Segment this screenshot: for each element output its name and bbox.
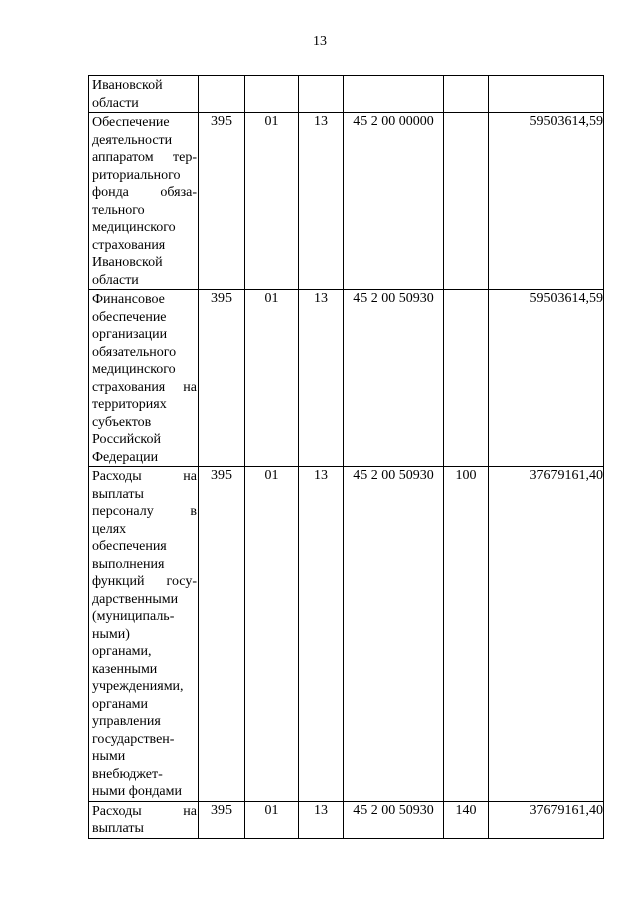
expense-name-line: страхования на <box>92 379 197 395</box>
amount-cell: 59503614,59 <box>489 113 604 290</box>
expense-name-cell <box>89 290 199 467</box>
expense-name-line: (муниципаль- <box>92 609 175 624</box>
subsection-code-cell: 13 <box>299 467 344 802</box>
expense-name-cell <box>89 76 199 113</box>
expense-name-line: риториального <box>92 167 181 183</box>
expense-type-cell <box>444 76 489 113</box>
table-row <box>89 290 604 467</box>
expense-name-line: обеспечения <box>92 539 167 554</box>
table-body <box>89 76 604 839</box>
expense-name-line: выплаты <box>92 821 144 836</box>
expense-name-cell <box>89 467 199 802</box>
subsection-code-cell: 13 <box>299 290 344 467</box>
expense-name-line: учреждениями, <box>92 679 184 694</box>
expense-name-line: внебюджет- <box>92 766 163 782</box>
expense-name-line: организации <box>92 327 168 342</box>
target-article-cell: 45 2 00 00000 <box>344 113 444 290</box>
expense-name-line: дарственными <box>92 591 179 607</box>
expense-name-line: субъектов <box>92 414 152 430</box>
expense-name-line: государствен- <box>92 731 175 747</box>
expense-name-line: функций госу- <box>92 574 197 589</box>
expense-name-line: персоналу в <box>92 504 197 519</box>
expense-name-line: выполнения <box>92 556 165 572</box>
expense-name-cell <box>89 113 199 290</box>
table-row <box>89 76 604 113</box>
expense-type-cell <box>444 113 489 290</box>
subsection-code-cell: 13 <box>299 113 344 290</box>
table-row <box>89 801 604 838</box>
expense-name-line: обязательного <box>92 344 177 360</box>
table-row <box>89 467 604 802</box>
expense-name-line: ными) <box>92 626 130 642</box>
section-code-cell: 01 <box>245 467 299 802</box>
table-row <box>89 113 604 290</box>
grbs-code-cell <box>199 76 245 113</box>
expense-name-line: Финансовое <box>92 292 165 307</box>
expense-type-cell: 140 <box>444 801 489 838</box>
subsection-code-cell: 13 <box>299 801 344 838</box>
expense-name-line: обеспечение <box>92 309 167 325</box>
expense-name-line: деятельности <box>92 132 173 148</box>
expense-name-line: органами, <box>92 644 152 659</box>
target-article-cell: 45 2 00 50930 <box>344 290 444 467</box>
grbs-code-cell: 395 <box>199 467 245 802</box>
expense-name-line: Расходы на <box>92 469 197 484</box>
expense-name-line: аппаратом тер- <box>92 150 197 165</box>
target-article-cell: 45 2 00 50930 <box>344 801 444 838</box>
expense-name-line: фонда обяза- <box>92 185 197 200</box>
expense-type-cell <box>444 290 489 467</box>
section-code-cell: 01 <box>245 290 299 467</box>
expense-name-line: целях <box>92 521 127 537</box>
section-code-cell: 01 <box>245 113 299 290</box>
target-article-cell: 45 2 00 50930 <box>344 467 444 802</box>
target-article-cell <box>344 76 444 113</box>
page-number: 13 <box>313 34 327 49</box>
amount-cell: 59503614,59 <box>489 290 604 467</box>
expense-type-cell: 100 <box>444 467 489 802</box>
expense-name-line: ными фондами <box>92 784 183 799</box>
expense-name-line: управления <box>92 714 161 729</box>
grbs-code-cell: 395 <box>199 801 245 838</box>
expense-name-line: Федерации <box>92 449 159 465</box>
expense-name-line: территориях <box>92 397 167 412</box>
expense-name-line: выплаты <box>92 486 144 502</box>
expense-name-line: казенными <box>92 661 158 677</box>
expense-name-line: Российской <box>92 432 161 447</box>
expense-name-line: органами <box>92 696 149 712</box>
expense-name-line: области <box>92 272 139 288</box>
grbs-code-cell: 395 <box>199 290 245 467</box>
expense-name-cell <box>89 801 199 838</box>
expense-name-line: медицинского <box>92 220 176 235</box>
expense-name-line: ными <box>92 749 126 764</box>
expense-name-line: области <box>92 95 139 111</box>
expense-name-line: страхования <box>92 237 166 253</box>
expense-name-line: тельного <box>92 202 145 218</box>
section-code-cell: 01 <box>245 801 299 838</box>
expense-name-line: Расходы на <box>92 803 197 819</box>
amount-cell: 37679161,40 <box>489 467 604 802</box>
expense-name-line: Ивановской <box>92 78 163 93</box>
expense-name-line: Обеспечение <box>92 115 170 130</box>
amount-cell: 37679161,40 <box>489 801 604 838</box>
expense-name-line: Ивановской <box>92 255 163 270</box>
budget-table <box>88 75 604 839</box>
section-code-cell <box>245 76 299 113</box>
grbs-code-cell: 395 <box>199 113 245 290</box>
subsection-code-cell <box>299 76 344 113</box>
amount-cell <box>489 76 604 113</box>
expense-name-line: медицинского <box>92 362 176 377</box>
